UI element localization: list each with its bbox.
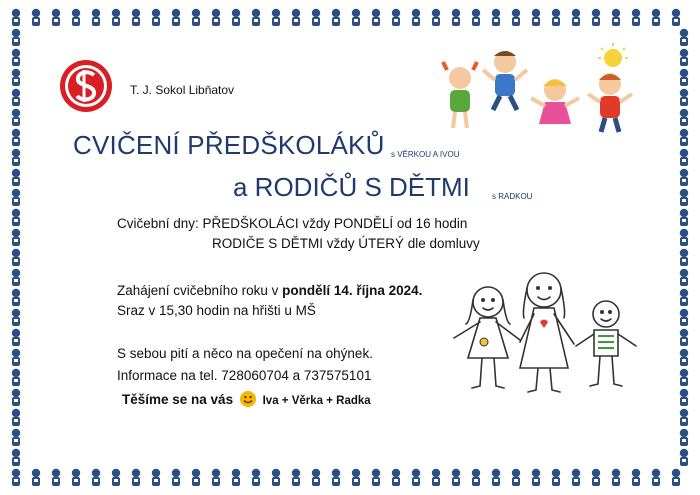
schedule-line-2: RODIČE S DĚTMI vždy ÚTERÝ dle domluvy (212, 236, 480, 251)
border-figure (12, 389, 20, 406)
border-figure (312, 469, 320, 486)
border-figure (552, 469, 560, 486)
border-figure (12, 469, 20, 486)
title-line-1: CVIČENÍ PŘEDŠKOLÁKŮ (73, 130, 385, 160)
border-figure (680, 169, 688, 186)
meeting-line: Sraz v 15,30 hodin na hřišti u MŠ (117, 303, 316, 318)
border-figure (412, 469, 420, 486)
border-figure (680, 149, 688, 166)
border-figure (680, 249, 688, 266)
border-figure (212, 469, 220, 486)
border-figure (12, 9, 20, 26)
border-figure (312, 9, 320, 26)
border-figure (292, 469, 300, 486)
border-figure (492, 469, 500, 486)
border-figure (652, 469, 660, 486)
border-figure (132, 9, 140, 26)
border-figure (552, 9, 560, 26)
border-figure (680, 369, 688, 386)
border-figure (680, 349, 688, 366)
border-figure (12, 309, 20, 326)
border-figure (392, 9, 400, 26)
border-figure (12, 189, 20, 206)
border-figure (12, 109, 20, 126)
border-figure (172, 469, 180, 486)
border-figure (112, 9, 120, 26)
border-figure (680, 269, 688, 286)
border-figure (672, 469, 680, 486)
border-figure (32, 9, 40, 26)
border-figure (432, 469, 440, 486)
bring-line: S sebou pití a něco na opečení na ohýnek. (117, 346, 373, 361)
border-figure (252, 469, 260, 486)
border-figure (232, 9, 240, 26)
border-figure (292, 9, 300, 26)
border-figure (12, 29, 20, 46)
border-figure (72, 9, 80, 26)
kids-clipart (425, 40, 635, 135)
border-figure (592, 469, 600, 486)
closing-names: Iva + Věrka + Radka (262, 395, 371, 407)
border-figure (512, 469, 520, 486)
border-figure (12, 229, 20, 246)
border-figure (632, 469, 640, 486)
border-figure (680, 129, 688, 146)
smiley-icon (240, 391, 256, 407)
border-figure (632, 9, 640, 26)
border-figure (572, 469, 580, 486)
start-date: pondělí 14. října 2024. (282, 283, 423, 298)
border-figure (72, 469, 80, 486)
border-figure (680, 409, 688, 426)
border-figure (512, 9, 520, 26)
border-figure (12, 329, 20, 346)
border-figure (680, 449, 688, 466)
border-figure (12, 409, 20, 426)
club-name: T. J. Sokol Libňatov (130, 83, 235, 97)
border-figure (252, 9, 260, 26)
border-figure (332, 9, 340, 26)
border-figure (12, 49, 20, 66)
border-figure (112, 469, 120, 486)
border-figure (592, 9, 600, 26)
border-figure (92, 9, 100, 26)
border-figure (432, 9, 440, 26)
border-figure (372, 469, 380, 486)
border-figure (472, 469, 480, 486)
border-figure (272, 469, 280, 486)
border-figure (12, 209, 20, 226)
border-figure (92, 469, 100, 486)
border-figure (372, 9, 380, 26)
schedule-line-1: Cvičební dny: PŘEDŠKOLÁCI vždy PONDĚLÍ od 16 hodin (117, 216, 468, 231)
phone-line: Informace na tel. 728060704 a 737575101 (117, 368, 372, 383)
border-figure (352, 9, 360, 26)
border-figure (680, 329, 688, 346)
border-figure (680, 189, 688, 206)
border-figure (352, 469, 360, 486)
border-figure (192, 9, 200, 26)
border-figure (532, 469, 540, 486)
border-figure (612, 469, 620, 486)
border-figure (152, 469, 160, 486)
border-figure (680, 49, 688, 66)
title-line-2: a RODIČŮ S DĚTMI (233, 172, 470, 202)
border-figure (132, 469, 140, 486)
border-figure (680, 229, 688, 246)
border-figure (12, 289, 20, 306)
border-figure (680, 289, 688, 306)
border-figure (652, 9, 660, 26)
border-figure (12, 249, 20, 266)
border-figure (680, 209, 688, 226)
start-prefix: Zahájení cvičebního roku v (117, 283, 283, 298)
title-line-2-note: s RADKOU (492, 192, 533, 201)
border-figure (12, 269, 20, 286)
border-figure (612, 9, 620, 26)
border-figure (12, 369, 20, 386)
border-figure (12, 89, 20, 106)
border-figure (680, 69, 688, 86)
border-figure (680, 109, 688, 126)
border-figure (12, 449, 20, 466)
border-figure (12, 149, 20, 166)
border-figure (472, 9, 480, 26)
border-figure (332, 469, 340, 486)
family-drawing (440, 262, 655, 397)
border-figure (212, 9, 220, 26)
border-figure (172, 9, 180, 26)
border-figure (680, 309, 688, 326)
border-figure (192, 469, 200, 486)
border-figure (680, 29, 688, 46)
border-figure (12, 169, 20, 186)
title-line-1-note: s VĚRKOU A IVOU (391, 150, 460, 159)
closing-line (122, 391, 371, 407)
border-figure (152, 9, 160, 26)
border-figure (572, 9, 580, 26)
border-figure (12, 69, 20, 86)
border-figure (412, 9, 420, 26)
sokol-logo-icon (58, 58, 114, 114)
closing-greeting: Těšíme se na vás (122, 392, 234, 407)
border-figure (452, 469, 460, 486)
border-figure (12, 349, 20, 366)
border-figure (672, 9, 680, 26)
border-figure (12, 129, 20, 146)
border-figure (12, 429, 20, 446)
border-figure (680, 89, 688, 106)
border-figure (272, 9, 280, 26)
border-figure (232, 469, 240, 486)
start-line (117, 283, 422, 298)
border-figure (492, 9, 500, 26)
border-figure (32, 469, 40, 486)
border-figure (680, 429, 688, 446)
border-figure (52, 9, 60, 26)
border-figure (52, 469, 60, 486)
border-figure (452, 9, 460, 26)
border-figure (392, 469, 400, 486)
border-figure (680, 389, 688, 406)
border-figure (532, 9, 540, 26)
